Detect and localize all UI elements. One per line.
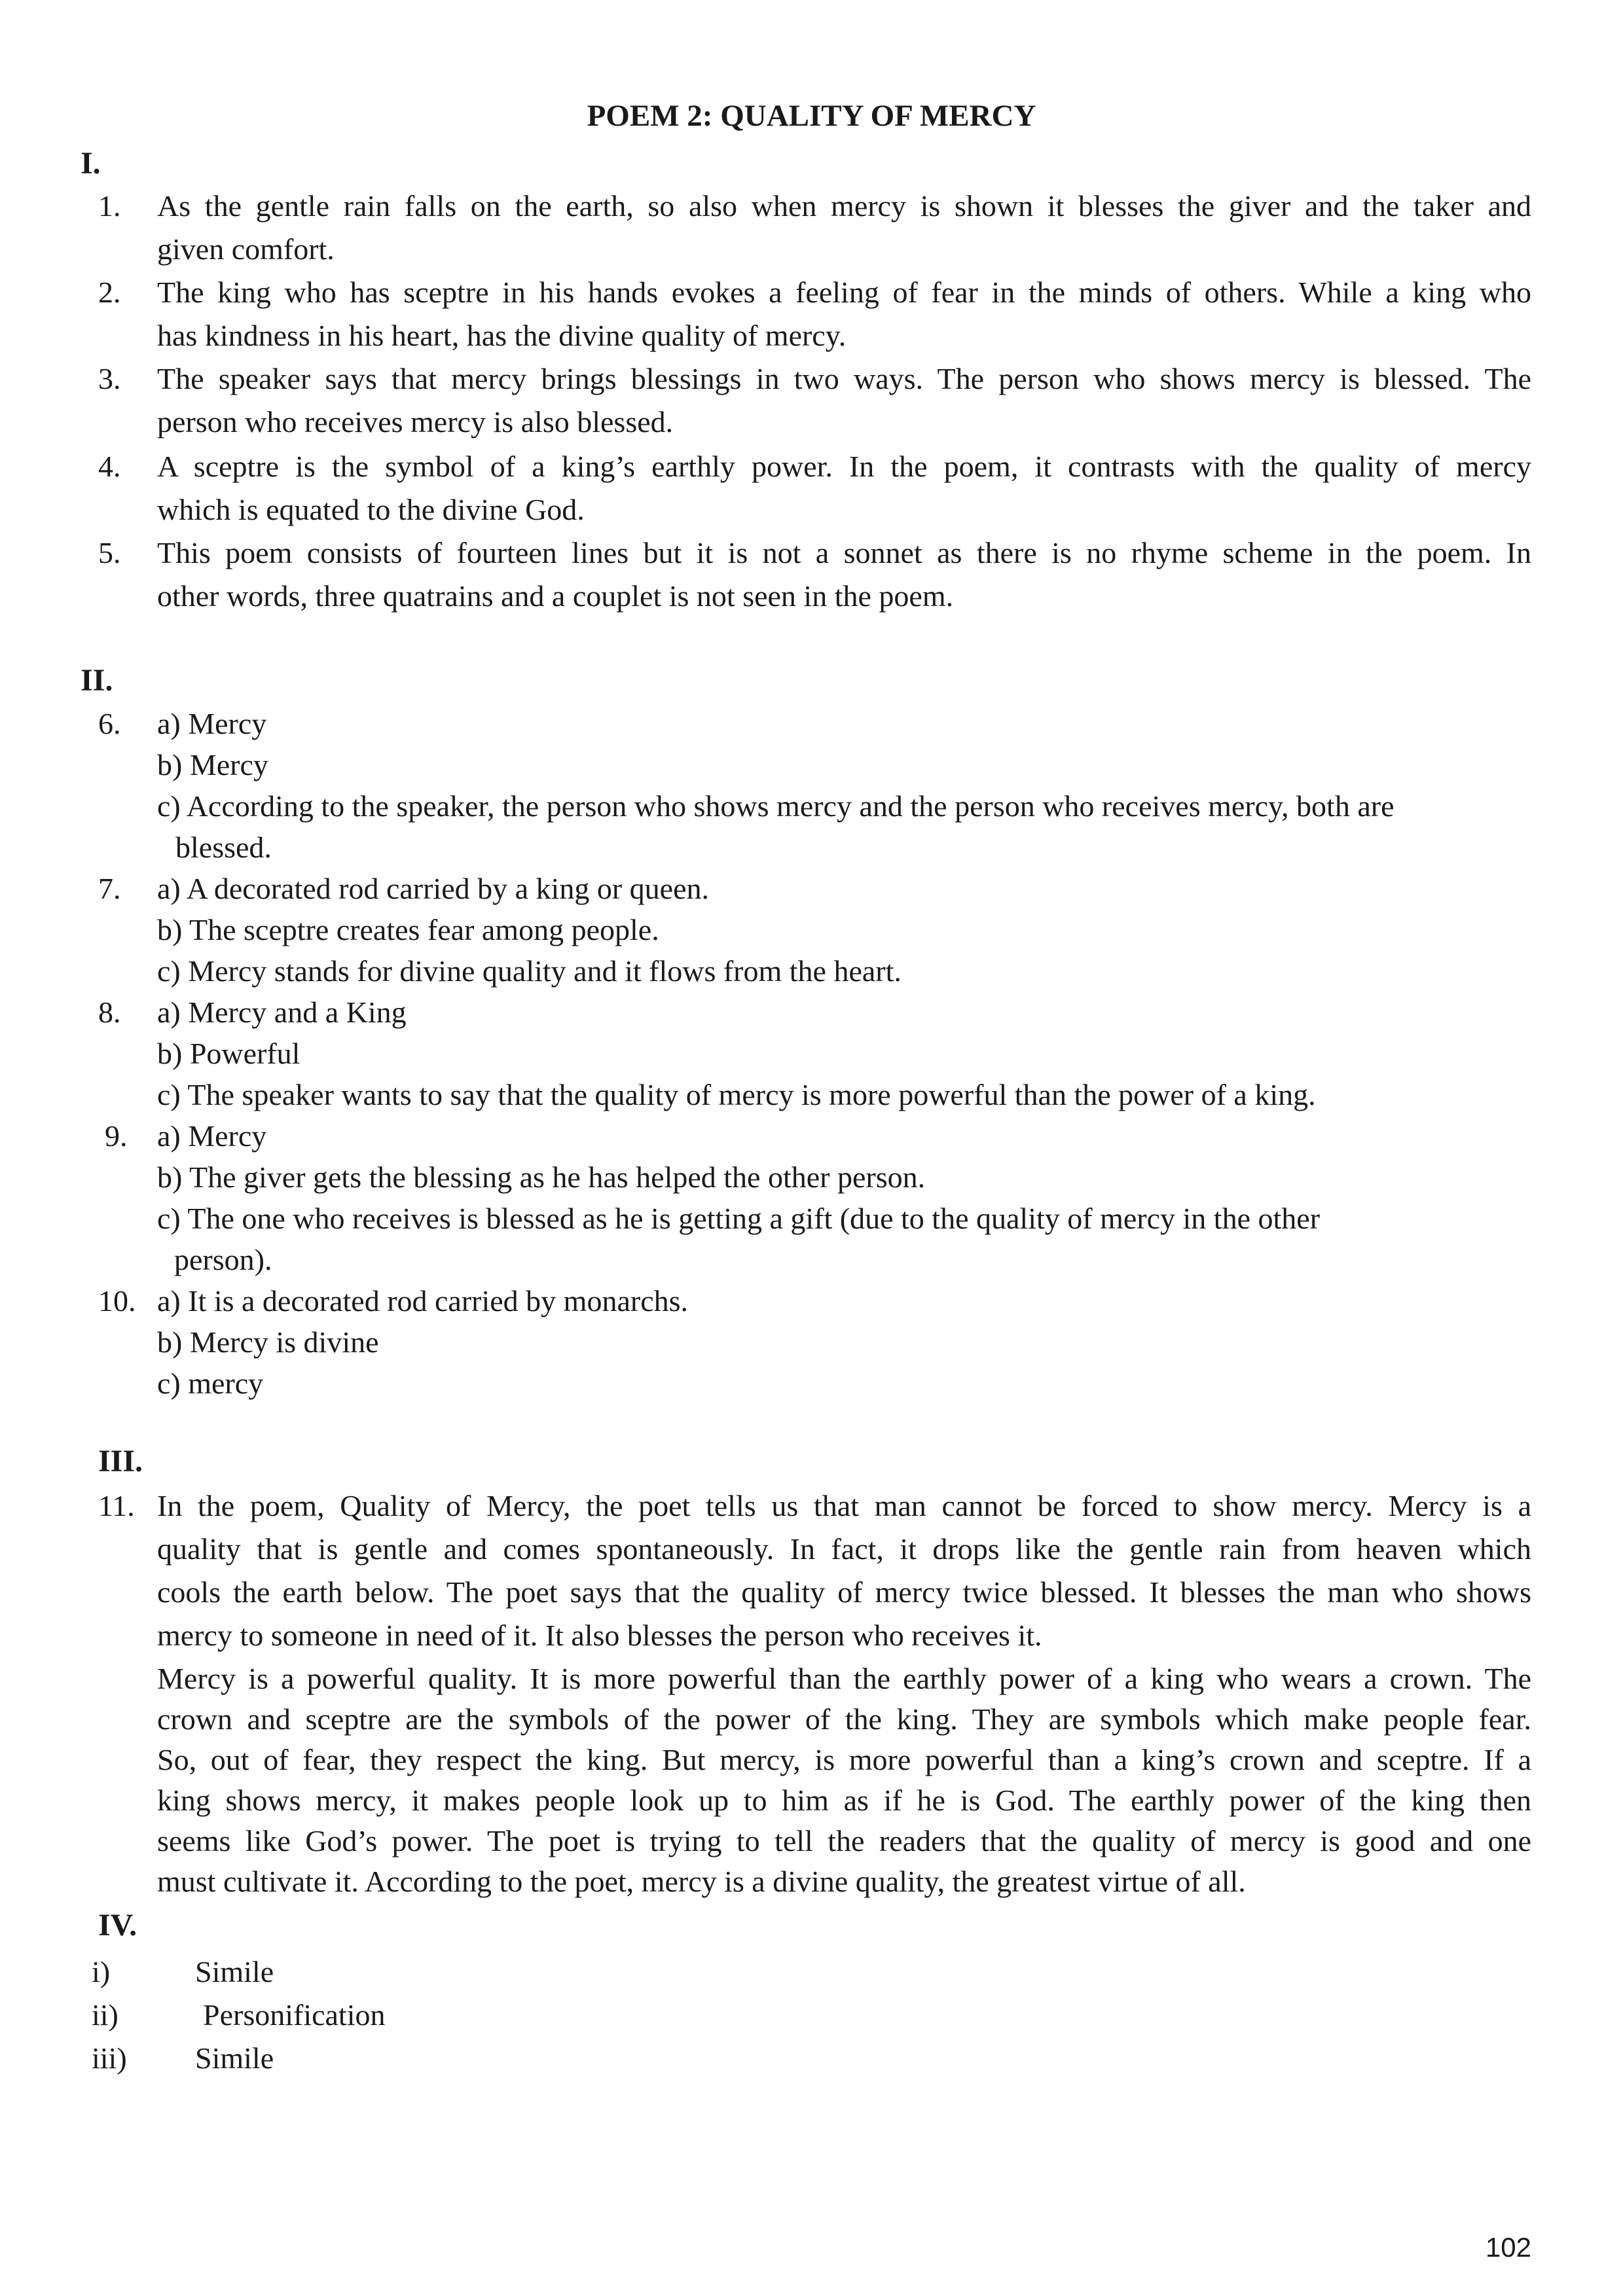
answer-line: given comfort.: [157, 232, 335, 266]
essay-line: In the poem, Quality of Mercy, the poet tells us that man cannot be forced to show mercy. Mercy is a: [157, 1489, 1531, 1522]
item-number: 3.: [98, 362, 121, 395]
answer-line: blessed.: [175, 831, 272, 864]
essay-line: Mercy is a powerful quality. It is more powerful than the earthly power of a king who wears a crown. The: [157, 1662, 1531, 1695]
answer-line: Personification: [203, 1998, 386, 2032]
answer-line: c) mercy: [157, 1367, 264, 1400]
answer-line: other words, three quatrains and a couplet is not seen in the poem.: [157, 579, 954, 613]
answer-line: person who receives mercy is also blessed.: [157, 405, 674, 439]
answer-line: A sceptre is the symbol of a king’s earthly power. In the poem, it contrasts with the quality of mercy: [157, 450, 1531, 483]
answer-line: c) Mercy stands for divine quality and it flows from the heart.: [157, 954, 902, 988]
item-number: i): [92, 1955, 111, 1988]
item-number: 5.: [98, 536, 121, 569]
answer-line: a) Mercy: [157, 1119, 267, 1153]
answer-line: b) Mercy: [157, 748, 268, 781]
answer-line: This poem consists of fourteen lines but it is not a sonnet as there is no rhyme scheme in the poem. In: [157, 536, 1531, 569]
item-number: 10.: [98, 1284, 136, 1318]
essay-line: quality that is gentle and comes spontaneously. In fact, it drops like the gentle rain from heaven which: [157, 1532, 1531, 1566]
answer-line: a) Mercy: [157, 707, 267, 740]
essay-line: king shows mercy, it makes people look up to him as if he is God. The earthly power of the king then: [157, 1784, 1531, 1817]
essay-line: crown and sceptre are the symbols of the power of the king. They are symbols which make people fear.: [157, 1702, 1531, 1736]
item-number: ii): [92, 1998, 119, 2032]
item-number: 6.: [98, 707, 121, 740]
answer-line: The king who has sceptre in his hands evokes a feeling of fear in the minds of others. While a king who: [157, 276, 1531, 309]
answer-line: Simile: [195, 2041, 274, 2075]
page-number: 102: [1485, 2232, 1531, 2263]
essay-line: seems like God’s power. The poet is trying to tell the readers that the quality of mercy is good and one: [157, 1824, 1531, 1857]
page-title: POEM 2: QUALITY OF MERCY: [587, 99, 1036, 133]
answer-line: a) Mercy and a King: [157, 996, 407, 1029]
answer-line: has kindness in his heart, has the divine quality of mercy.: [157, 319, 847, 352]
item-number: 2.: [98, 276, 121, 309]
essay-line: mercy to someone in need of it. It also blesses the person who receives it.: [157, 1619, 1042, 1652]
section-heading-2: II.: [81, 663, 113, 698]
answer-line: The speaker says that mercy brings blessings in two ways. The person who shows mercy is blessed. The: [157, 362, 1531, 395]
item-number: 4.: [98, 450, 121, 483]
answer-line: As the gentle rain falls on the earth, so also when mercy is shown it blesses the giver and the taker and: [157, 189, 1531, 223]
essay-line: So, out of fear, they respect the king. But mercy, is more powerful than a king’s crown and sceptre. If a: [157, 1743, 1531, 1776]
answer-line: b) Mercy is divine: [157, 1325, 379, 1359]
section-heading-3: III.: [98, 1444, 143, 1479]
answer-line: a) A decorated rod carried by a king or queen.: [157, 872, 709, 905]
section-heading-4: IV.: [98, 1908, 137, 1943]
item-number: 11.: [98, 1489, 135, 1522]
section-heading-1: I.: [81, 146, 101, 181]
answer-line: c) According to the speaker, the person who shows mercy and the person who receives mercy, both are: [157, 789, 1395, 823]
answer-line: Simile: [195, 1955, 274, 1988]
answer-line: c) The speaker wants to say that the quality of mercy is more powerful than the power of a king.: [157, 1078, 1316, 1111]
answer-line: b) Powerful: [157, 1037, 301, 1070]
essay-line: must cultivate it. According to the poet, mercy is a divine quality, the greatest virtue of all.: [157, 1865, 1246, 1898]
item-number: 9.: [105, 1119, 128, 1153]
answer-line: b) The giver gets the blessing as he has helped the other person.: [157, 1160, 926, 1194]
essay-line: cools the earth below. The poet says that the quality of mercy twice blessed. It blesses the man who shows: [157, 1575, 1531, 1609]
answer-line: which is equated to the divine God.: [157, 493, 585, 526]
item-number: 8.: [98, 996, 121, 1029]
answer-line: a) It is a decorated rod carried by monarchs.: [157, 1284, 689, 1318]
item-number: 1.: [98, 189, 121, 223]
answer-line: b) The sceptre creates fear among people.: [157, 913, 659, 946]
item-number: 7.: [98, 872, 121, 905]
answer-line: person).: [174, 1243, 272, 1276]
item-number: iii): [92, 2041, 127, 2075]
answer-line: c) The one who receives is blessed as he is getting a gift (due to the quality of mercy in the other: [157, 1202, 1321, 1235]
